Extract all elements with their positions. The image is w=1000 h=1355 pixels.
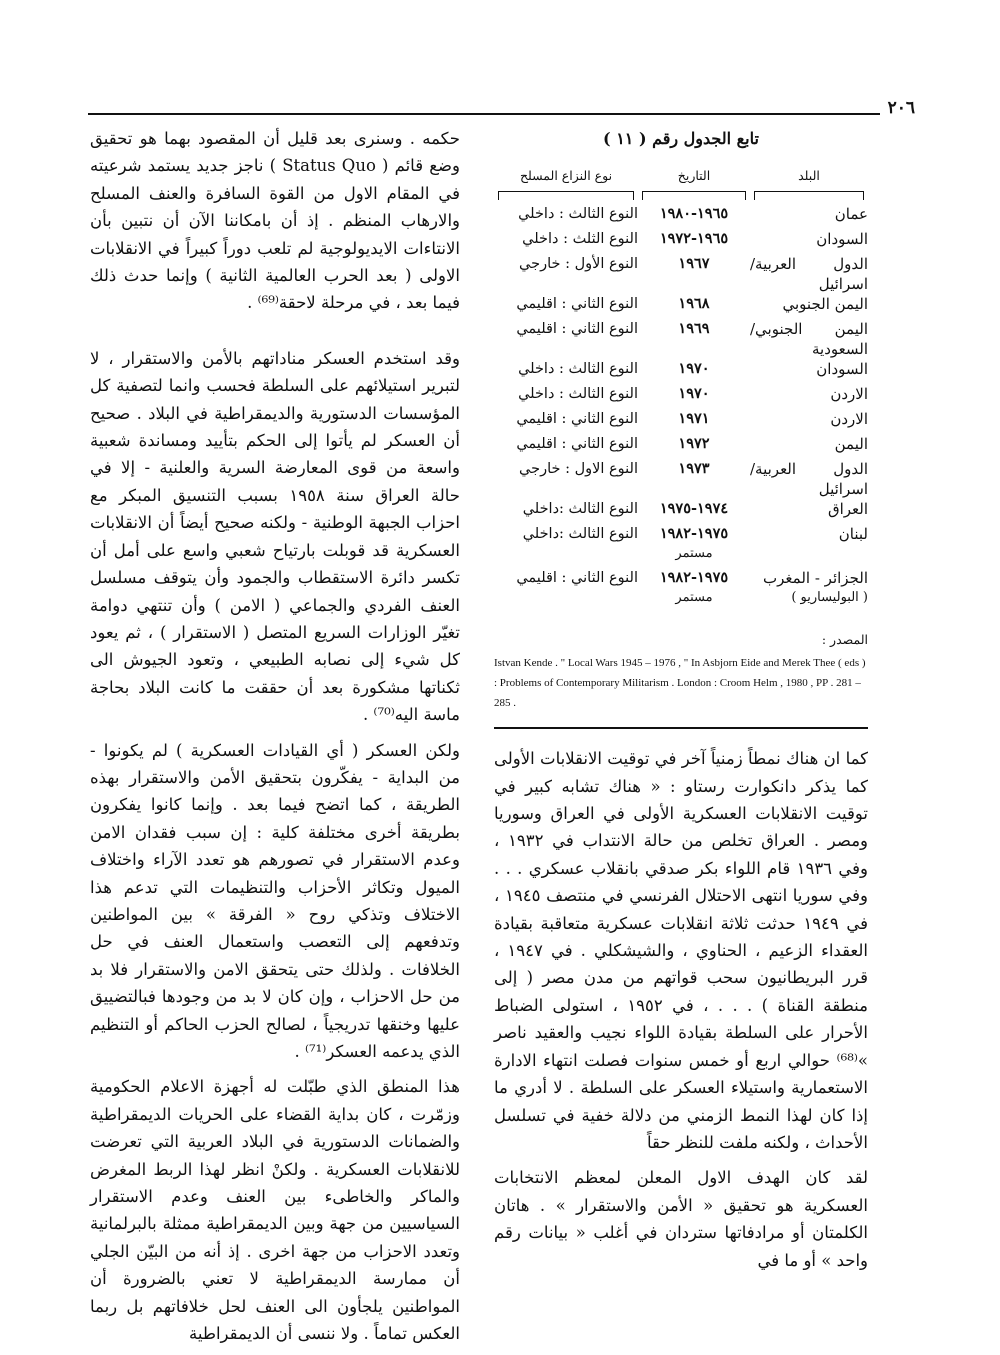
cell-country: الاردن <box>830 384 868 403</box>
table-header <box>494 162 868 199</box>
right-body-text <box>494 745 868 1274</box>
cell-date: ١٩٦٩ <box>678 319 710 337</box>
cell-date: ١٩٦٨ <box>678 294 710 312</box>
cell-type: النوع الثالث : داخلي <box>518 360 638 377</box>
paragraph: ولكن العسكر ( أي القيادات العسكرية ) لم يكونوا - من البداية - يفكّرون بتحقيق الأمن والاستقرار بهذه الطريقة ، كما اتضح فيما بعد . وإنما كانوا يفكرون بطريقة أخرى مختلفة كلية : إن سبب فقدان الامن وعدم الاستقرار في تصورهم هو تعدد الآراء واختلاف الميول وتكاثر الأحزاب والتنظيمات التي تدعم هذا الاختلاف وتذكي روح « الفرقة » بين المواطنين وتدفعهم إلى التعصب واستعمال العنف في حل الخلافات . ولذلك حتى يتحقق الامن والاستقرار فلا بد من حل الاحزاب ، وإن كان لا بد من وجودها فبالتضييق عليها وخنقها تدريجياً ، لصالح الحزب الحاكم أو التنظيم الذي يدعمه العسكر⁽⁷¹⁾ . <box>90 740 460 1061</box>
table-title: تابع الجدول رقم ( ١١ ) <box>603 129 759 148</box>
cell-country: لبنان <box>838 524 868 543</box>
cell-date: ١٩٦٥-١٩٧٢ <box>659 229 729 247</box>
date-range: ١٩٧٥-١٩٨٢ <box>659 524 729 542</box>
table-row <box>494 499 868 524</box>
cell-date: ١٩٦٥-١٩٨٠ <box>659 204 729 222</box>
table-row <box>494 409 868 434</box>
section-divider <box>494 727 868 729</box>
cell-type: النوع الثالث : داخلي <box>518 385 638 402</box>
cell-date <box>638 568 750 608</box>
table-row <box>494 459 868 499</box>
cell-type: النوع الأول : خارجي <box>519 255 638 272</box>
date-ongoing-note: مستمر <box>675 545 713 561</box>
cell-type: النوع الثالث :داخلي <box>522 500 638 517</box>
cell-country: الدول العربية/ اسرائيل <box>750 254 868 293</box>
cell-date: ١٩٧٠ <box>678 359 710 377</box>
table-row <box>494 524 868 568</box>
cell-type: النوع الثالث : داخلي <box>518 205 638 222</box>
paragraph: هذا المنطق الذي طبّلت له أجهزة الاعلام الحكومية وزمّرت ، كان بداية القضاء على الحريات الديمقراطية والضمانات الدستورية في البلاد العربية التي تعرضت للانقلابات العسكرية . ولكنْ انظر لهذا الربط المغرض والماكر والخاطىء بين العنف وعدم الاستقرار السياسيين من جهة وبين الديمقراطية ممثلة بالبرلمانية وتعدد الاحزاب من جهة اخرى . إذ أنه من البيّن الجلي أن ممارسة الديمقراطية لا تعني بالضرورة أن المواطنين يلجأون الى العنف لحل خلافاتهم بل ربما العكس تماماً . ولا ننسى أن الديمقراطية <box>90 1077 460 1344</box>
cell-date: ١٩٧١ <box>678 409 710 427</box>
table-row <box>494 294 868 319</box>
cell-country: الدول العربية/اسرائيل <box>750 459 868 498</box>
table-row <box>494 204 868 229</box>
country-note: ( البوليساريو ) <box>791 589 868 605</box>
header-date: التاريخ <box>638 162 750 199</box>
cell-type: النوع الثالث :داخلي <box>522 525 638 542</box>
source-reference: Istvan Kende . " Local Wars 1945 – 1976 , " In Asbjorn Eide and Merek Thee ( eds ) : Problems of Contemporary Militarism . London : Croom Helm , 1980 , PP . 281 – 285 . <box>494 657 866 710</box>
source-label: المصدر : <box>821 631 868 647</box>
table-row <box>494 359 868 384</box>
cell-type: النوع الثاني : اقليمي <box>516 410 638 427</box>
cell-country: السودان <box>816 229 868 248</box>
cell-date: ١٩٦٧ <box>678 254 710 272</box>
paragraph: كما ان هناك نمطاً زمنياً آخر في توقيت الانقلابات الأولى كما يذكر دانكوارت رستاو : « هناك تشابه كبير في توقيت الانقلابات العسكرية الأولى في العراق وسوريا ومصر . العراق تخلص من حالة الانتداب في ١٩٣٢ ، وفي ١٩٣٦ قام اللواء بكر صدقي بانقلاب عسكري . . . وفي سوريا انتهى الاحتلال الفرنسي في منتصف ١٩٤٥ ، في ١٩٤٩ حدثت ثلاثة انقلابات عسكرية متعاقبة بقيادة العقداء الزعيم ، الحناوي ، والشيشكلي . في ١٩٤٧ ، قرر البريطانيون سحب قواتهم من مدن مصر ( إلى منطقة القناة ) . . . ، في ١٩٥٢ ، استولى الضباط الأحرار على السلطة بقيادة اللواء نجيب والعقيد ناصر »⁽⁶⁸⁾ حوالي اربع أو خمس سنوات فصلت انتهاء الادارة الاستعمارية واستيلاء العسكر على السلطة . لا أدري ما إذا كان لهذا النمط الزمني من دلالة خفية في تسلسل الأحداث ، ولكنه ملفت للنظر حقاً <box>494 749 869 1152</box>
cell-date: ١٩٧٢ <box>678 434 710 452</box>
cell-country: الاردن <box>830 409 868 428</box>
paragraph: لقد كان الهدف الاول المعلن لمعظم الانتخابات العسكرية هو تحقيق « الأمن والاستقرار » . هاتان الكلمتان أو مرادفاتها ستردان في أغلب « بيانات رقم واحد » أو ما في <box>494 1168 868 1270</box>
cell-date: ١٩٧٣ <box>678 459 710 477</box>
table-row <box>494 254 868 294</box>
page-number: ٢٠٦ <box>887 98 915 118</box>
header-country: البلد <box>750 162 868 199</box>
cell-country: اليمن الجنوبي/السعودية <box>750 319 868 358</box>
cell-type: النوع الثاني : اقليمي <box>516 435 638 452</box>
cell-country: العراق <box>827 499 868 518</box>
cell-country <box>750 568 868 608</box>
right-column <box>494 125 868 1282</box>
table-row <box>494 384 868 409</box>
header-conflict-type: نوع النزاع المسلح <box>494 162 638 199</box>
cell-date: ١٩٧٠ <box>678 384 710 402</box>
cell-country: السودان <box>816 359 868 378</box>
cell-type: النوع الاول : خارجي <box>519 460 638 477</box>
table-source <box>494 626 868 713</box>
cell-country: عمان <box>834 204 868 223</box>
paragraph: وقد استخدم العسكر مناداتهم بالأمن والاستقرار ، لا لتبرير استيلائهم على السلطة فحسب وانما لتصفية كل المؤسسات الدستورية والديمقراطية في البلاد . صحيح أن العسكر لم يأتوا إلى الحكم بتأييد ومساندة شعبية واسعة من قوى المعارضة السرية والعلنية - إلا في حالة العراق سنة ١٩٥٨ بسبب التنسيق المبكر مع احزاب الجبهة الوطنية - ولكنه صحيح أيضاً أن الانقلابات العسكرية قد قوبلت بارتياح شعبي واسع على أمل أن تكسر دائرة الاستقطاب والجمود وأن يتوقف مسلسل العنف الفردي والجماعي ( الامن ) وأن تنتهي دوامة تغيّر الوزارات السريع المتصل ( الاستقرار ) ، ثم يعود كل شيء إلى نصابه الطبيعي ، وتعود الجيوش الى ثكناتها مشكورة بعد أن حققت ما كانت البلاد بحاجة ماسة اليه⁽⁷⁰⁾ . <box>90 348 460 725</box>
date-range: ١٩٧٥-١٩٨٢ <box>659 568 729 586</box>
cell-type: النوع الثاني : اقليمي <box>516 295 638 312</box>
table-row <box>494 434 868 459</box>
cell-type: النوع الثاني : اقليمي <box>516 569 638 586</box>
cell-date <box>638 524 750 564</box>
table-row <box>494 229 868 254</box>
cell-type: النوع الثلث : داخلي <box>522 230 638 247</box>
cell-date: ١٩٧٤-١٩٧٥ <box>659 499 729 517</box>
paragraph: حكمه . وسنرى بعد قليل أن المقصود بهما هو تحقيق وضع قائم ( Status Quo ) ناجز جديد يستمد شرعيته في المقام الاول من القوة السافرة والعنف المسلح والارهاب المنظم . إذ أن بامكاننا الآن أن نتبين بأن الانتاءات الايديولوجية لم تلعب دوراً كبيراً في الانقلابات الاولى ( بعد الحرب العالمية الثانية ) وإنما حدث ذلك فيما بعد ، في مرحلة لاحقة⁽⁶⁹⁾ . <box>90 129 460 313</box>
header-rule <box>88 113 880 115</box>
date-ongoing-note: مستمر <box>675 589 713 605</box>
table-row <box>494 568 868 612</box>
country-name: الجزائر - المغرب <box>763 568 868 587</box>
table-row <box>494 319 868 359</box>
cell-country: اليمن الجنوبي <box>782 294 868 313</box>
cell-country: اليمن <box>834 434 868 453</box>
table-body <box>494 204 868 612</box>
left-column <box>90 125 460 1355</box>
cell-type: النوع الثاني : اقليمي <box>516 320 638 337</box>
